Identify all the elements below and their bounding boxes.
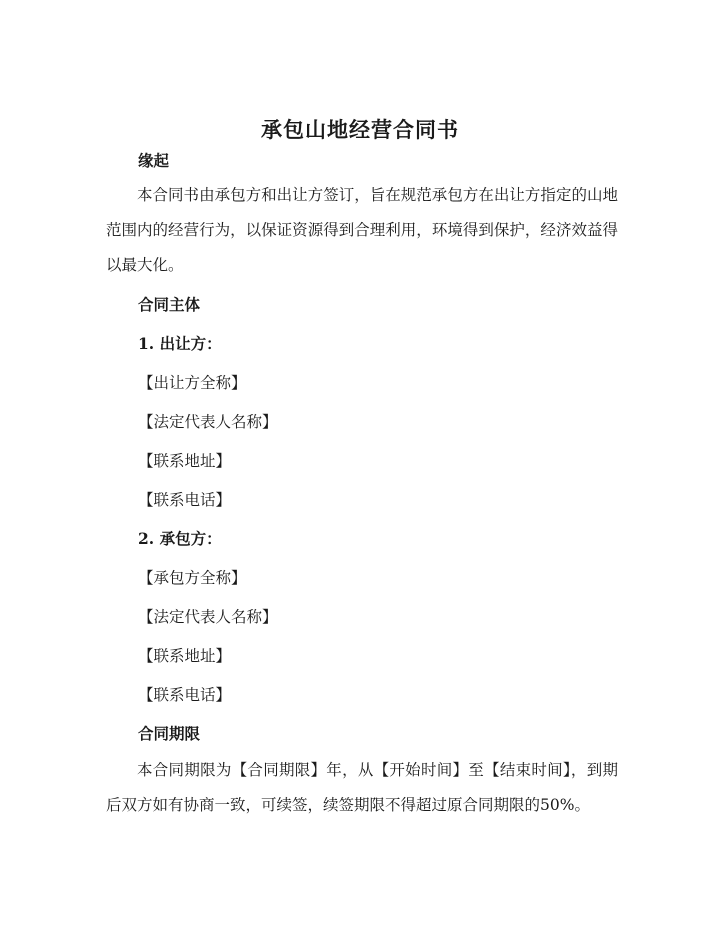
party2-label: 2. 承包方： bbox=[138, 529, 222, 548]
party1-field-phone: 【联系电话】 bbox=[138, 491, 232, 509]
term-paragraph: 本合同期限为【合同期限】年，从【开始时间】至【结束时间】，到期后双方如有协商一致，可续签，续签期限不得超过原合同期限的50%。 bbox=[106, 761, 618, 814]
party2-field-phone: 【联系电话】 bbox=[138, 686, 232, 704]
party2-field-name: 【承包方全称】 bbox=[138, 569, 247, 587]
party1-label: 1. 出让方： bbox=[138, 334, 222, 353]
party1-field-representative: 【法定代表人名称】 bbox=[138, 413, 278, 431]
party1-field-address: 【联系地址】 bbox=[138, 452, 232, 470]
party2-field-representative: 【法定代表人名称】 bbox=[138, 608, 278, 626]
section-heading-origin: 缘起 bbox=[138, 151, 170, 170]
section-heading-term: 合同期限 bbox=[138, 724, 201, 743]
section-heading-parties: 合同主体 bbox=[138, 295, 201, 314]
party1-field-name: 【出让方全称】 bbox=[138, 374, 247, 392]
document-title: 承包山地经营合同书 bbox=[261, 117, 459, 142]
origin-paragraph: 本合同书由承包方和出让方签订，旨在规范承包方在出让方指定的山地范围内的经营行为，以保证资源得到合理利用，环境得到保护，经济效益得以最大化。 bbox=[106, 186, 618, 274]
party2-field-address: 【联系地址】 bbox=[138, 647, 232, 665]
